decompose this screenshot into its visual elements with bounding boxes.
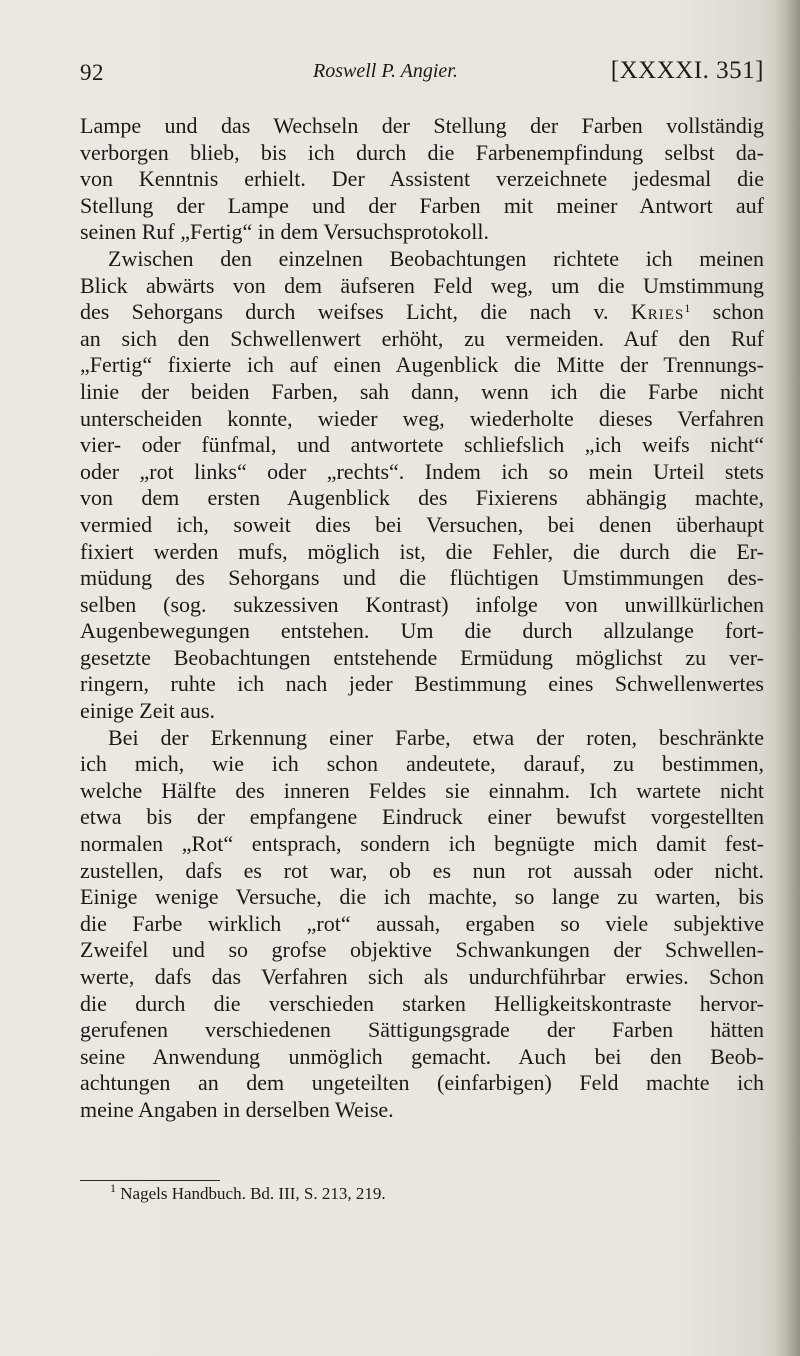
line-text: verborgen blieb, bis ich durch die Farbenempfindung selbst da-: [80, 139, 764, 165]
line-text-start: des Sehorgans durch weifses Licht, die nach v.: [80, 299, 631, 325]
line-text: selben (sog. sukzessiven Kontrast) infolge von unwillkürlichen: [80, 591, 764, 617]
line-text: von dem ersten Augenblick des Fixierens abhängig machte,: [80, 485, 764, 511]
text-line: [80, 432, 764, 459]
line-text: die durch die verschieden starken Helligkeitskontraste hervor-: [80, 990, 764, 1016]
footnote-text: Nagels Handbuch. Bd. III, S. 213, 219.: [120, 1184, 386, 1203]
text-line: [80, 592, 764, 619]
line-text: normalen „Rot“ entsprach, sondern ich begnügte mich damit fest-: [80, 831, 764, 857]
line-text: vier- oder fünfmal, und antwortete schliefslich „ich weifs nicht“: [80, 432, 764, 458]
page-number: 92: [80, 60, 104, 85]
text-line: [80, 166, 764, 193]
text-line: [80, 113, 764, 140]
text-line: [80, 219, 764, 246]
line-text: zustellen, dafs es rot war, ob es nun rot aussah oder nicht.: [80, 857, 764, 883]
text-line: [80, 991, 764, 1018]
line-text: einige Zeit aus.: [80, 698, 216, 724]
text-line: [80, 858, 764, 885]
line-text: die Farbe wirklich „rot“ aussah, ergaben so viele subjektive: [80, 910, 764, 936]
running-title: Roswell P. Angier.: [313, 60, 458, 82]
line-text: werte, dafs das Verfahren sich als undurchführbar erwies. Schon: [80, 964, 764, 989]
line-text: achtungen an dem ungeteilten (einfarbigen) Feld machte ich: [80, 1070, 764, 1096]
text-line: [80, 246, 764, 273]
line-text: linie der beiden Farben, sah dann, wenn ich die Farbe nicht: [80, 378, 764, 404]
text-line: [80, 352, 764, 379]
line-text: oder „rot links“ oder „rechts“. Indem ich so mein Urteil stets: [80, 458, 764, 484]
line-text: vermied ich, soweit dies bei Versuchen, bei denen überhaupt: [80, 511, 764, 537]
text-line: [80, 193, 764, 220]
line-text: Blick abwärts von dem äufseren Feld weg, um die Umstimmung: [80, 272, 764, 298]
line-text: Zweifel und so grofse objektive Schwankungen der Schwellen-: [80, 937, 764, 963]
text-line: [80, 698, 764, 725]
line-text: Stellung der Lampe und der Farben mit meiner Antwort auf: [80, 192, 764, 218]
text-line: [80, 671, 764, 698]
text-line: [80, 831, 764, 858]
running-header: [80, 54, 764, 94]
text-line: [80, 299, 764, 326]
text-line: [80, 273, 764, 300]
text-line: [80, 406, 764, 433]
text-line: [80, 645, 764, 672]
text-line: [80, 911, 764, 938]
text-line: [80, 1097, 764, 1124]
footnote: [110, 1181, 386, 1204]
line-text: ich mich, wie ich schon andeutete, darauf, zu bestimmen,: [80, 751, 764, 777]
text-line: [80, 804, 764, 831]
line-text: an sich den Schwellenwert erhöht, zu vermeiden. Auf den Ruf: [80, 325, 764, 351]
line-text: Augenbewegungen entstehen. Um die durch allzulange fort-: [80, 618, 764, 644]
footnote-marker: 1: [110, 1181, 116, 1195]
line-text: von Kenntnis erhielt. Der Assistent verzeichnete jedesmal die: [80, 166, 764, 192]
footnote-rule: [80, 1180, 220, 1181]
line-text: Bei der Erkennung einer Farbe, etwa der roten, beschränkte: [108, 724, 764, 750]
text-line: [80, 725, 764, 752]
text-line: [80, 565, 764, 592]
line-text: welche Hälfte des inneren Feldes sie einnahm. Ich wartete nicht: [80, 777, 764, 803]
text-line: [80, 140, 764, 167]
line-text: fixiert werden mufs, möglich ist, die Fehler, die durch die Er-: [80, 538, 764, 564]
line-text: Lampe und das Wechseln der Stellung der Farben vollständig: [80, 113, 764, 138]
text-line: [80, 964, 764, 991]
line-text: ringern, ruhte ich nach jeder Bestimmung eines Schwellenwertes: [80, 671, 764, 697]
text-line: [80, 937, 764, 964]
line-text: gerufenen verschiedenen Sättigungsgrade der Farben hätten: [80, 1017, 764, 1043]
author-name-smallcaps: Kries: [630, 299, 685, 325]
text-line: [80, 1044, 764, 1071]
text-line: [80, 751, 764, 778]
text-line: [80, 884, 764, 911]
text-line: [80, 618, 764, 645]
text-line: [80, 1017, 764, 1044]
section-reference: [XXXXI. 351]: [610, 57, 764, 84]
body-text: [80, 113, 764, 1124]
text-line: [80, 485, 764, 512]
line-text: seinen Ruf „Fertig“ in dem Versuchsprotokoll.: [80, 219, 489, 245]
page-edge-shadow: [774, 0, 800, 1356]
text-line: [80, 379, 764, 406]
line-text: unterscheiden konnte, wieder weg, wiederholte dieses Verfahren: [80, 405, 764, 431]
line-text: müdung des Sehorgans und die flüchtigen Umstimmungen des-: [80, 565, 764, 591]
line-text-end: schon: [690, 299, 764, 325]
text-line: [80, 778, 764, 805]
text-line: [80, 1070, 764, 1097]
line-text: etwa bis der empfangene Eindruck einer bewufst vorgestellten: [80, 804, 764, 830]
text-line: [80, 512, 764, 539]
line-text: gesetzte Beobachtungen entstehende Ermüdung möglichst zu ver-: [80, 644, 764, 670]
text-line: [80, 459, 764, 486]
line-text: seine Anwendung unmöglich gemacht. Auch bei den Beob-: [80, 1043, 764, 1069]
text-line: [80, 539, 764, 566]
line-text: Zwischen den einzelnen Beobachtungen richtete ich meinen: [108, 245, 764, 271]
line-text: „Fertig“ fixierte ich auf einen Augenblick die Mitte der Trennungs-: [80, 352, 764, 378]
line-text: meine Angaben in derselben Weise.: [80, 1096, 394, 1122]
footnote-ref-marker: 1: [684, 301, 691, 316]
text-line: [80, 326, 764, 353]
line-text: Einige wenige Versuche, die ich machte, so lange zu warten, bis: [80, 884, 764, 910]
